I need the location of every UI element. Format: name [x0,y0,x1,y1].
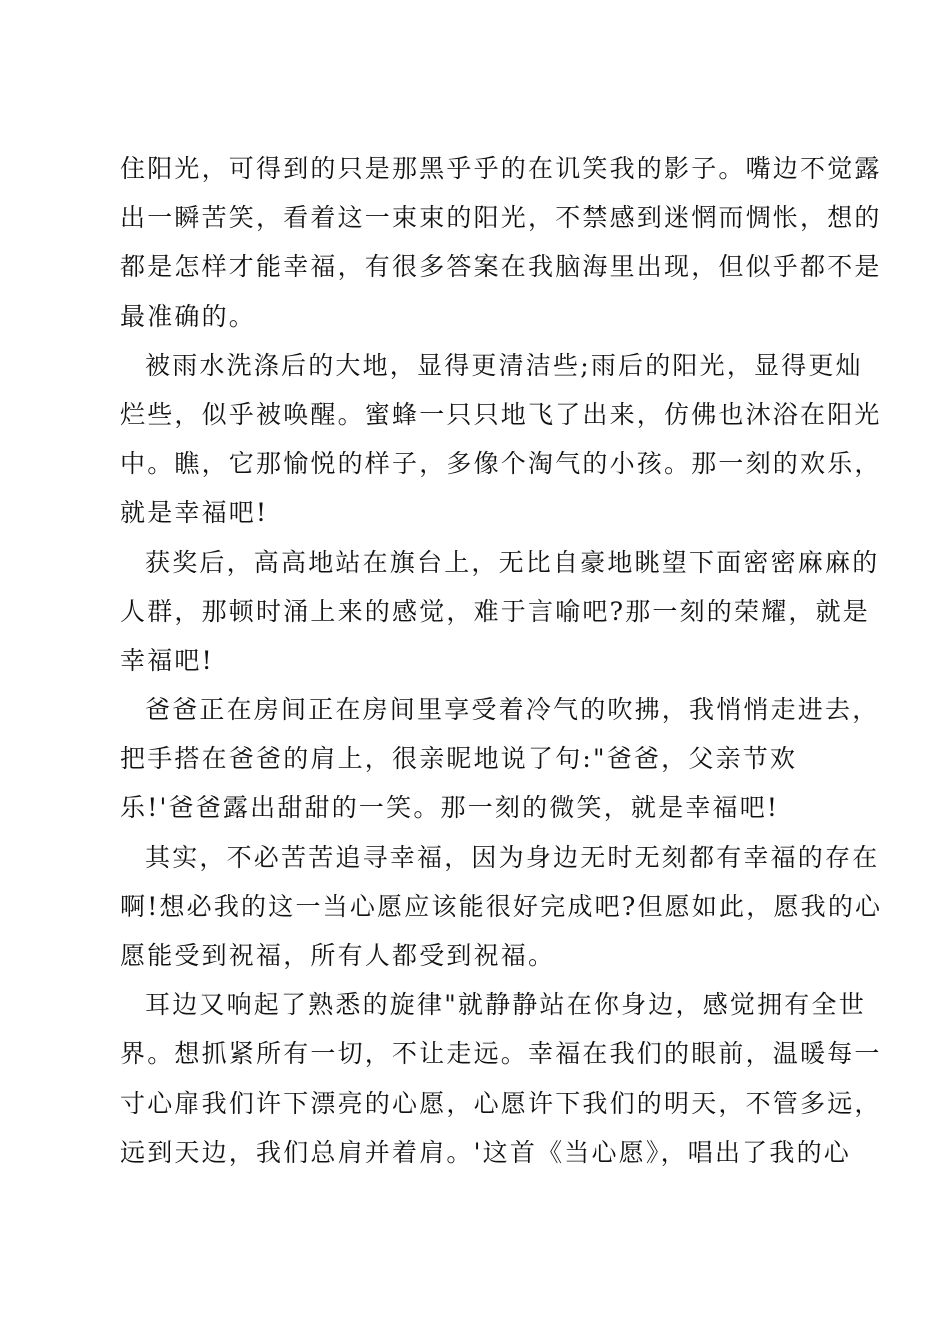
text-line: 中。瞧，它那愉悦的样子，多像个淘气的小孩。那一刻的欢乐， [120,449,882,479]
text-line: 远到天边，我们总肩并着肩。'这首《当心愿》，唱出了我的心 [120,1137,851,1167]
paragraph-start-line: 其实，不必苦苦追寻幸福，因为身边无时无刻都有幸福的存在 [145,842,880,872]
text-line: 乐!'爸爸露出甜甜的一笑。那一刻的微笑，就是幸福吧! [120,793,780,823]
text-line: 住阳光，可得到的只是那黑乎乎的在讥笑我的影子。嘴边不觉露 [120,154,882,183]
paragraph-start-line: 爸爸正在房间正在房间里享受着冷气的吹拂，我悄悄走进去， [145,695,880,725]
text-line: 啊!想必我的这一当心愿应该能很好完成吧?但愿如此，愿我的心 [120,891,883,921]
text-line: 就是幸福吧! [120,498,269,528]
text-line: 寸心扉我们许下漂亮的心愿，心愿许下我们的明天，不管多远， [120,1088,882,1118]
text-line: 都是怎样才能幸福，有很多答案在我脑海里出现，但似乎都不是 [120,252,882,282]
text-line: 烂些，似乎被唤醒。蜜蜂一只只地飞了出来，仿佛也沐浴在阳光 [120,399,882,429]
text-line: 幸福吧! [120,645,214,675]
paragraph-start-line: 被雨水洗涤后的大地，显得更清洁些;雨后的阳光，显得更灿 [145,350,863,380]
text-line: 界。想抓紧所有一切，不让走远。幸福在我们的眼前，温暖每一 [120,1039,882,1069]
text-line: 愿能受到祝福，所有人都受到祝福。 [120,941,556,970]
text-line: 最准确的。 [120,301,257,331]
paragraph-start-line: 获奖后，高高地站在旗台上，无比自豪地眺望下面密密麻麻的 [145,547,880,577]
text-line: 把手搭在爸爸的肩上，很亲昵地说了句:"爸爸，父亲节欢 [120,744,798,774]
paragraph-start-line: 耳边又响起了熟悉的旋律"就静静站在你身边，感觉拥有全世 [145,990,866,1020]
essay-text [120,144,883,1177]
text-line: 人群，那顿时涌上来的感觉，难于言喻吧?那一刻的荣耀，就是 [120,596,871,626]
text-line: 出一瞬苦笑，看着这一束束的阳光，不禁感到迷惘而惆怅，想的 [120,203,882,233]
